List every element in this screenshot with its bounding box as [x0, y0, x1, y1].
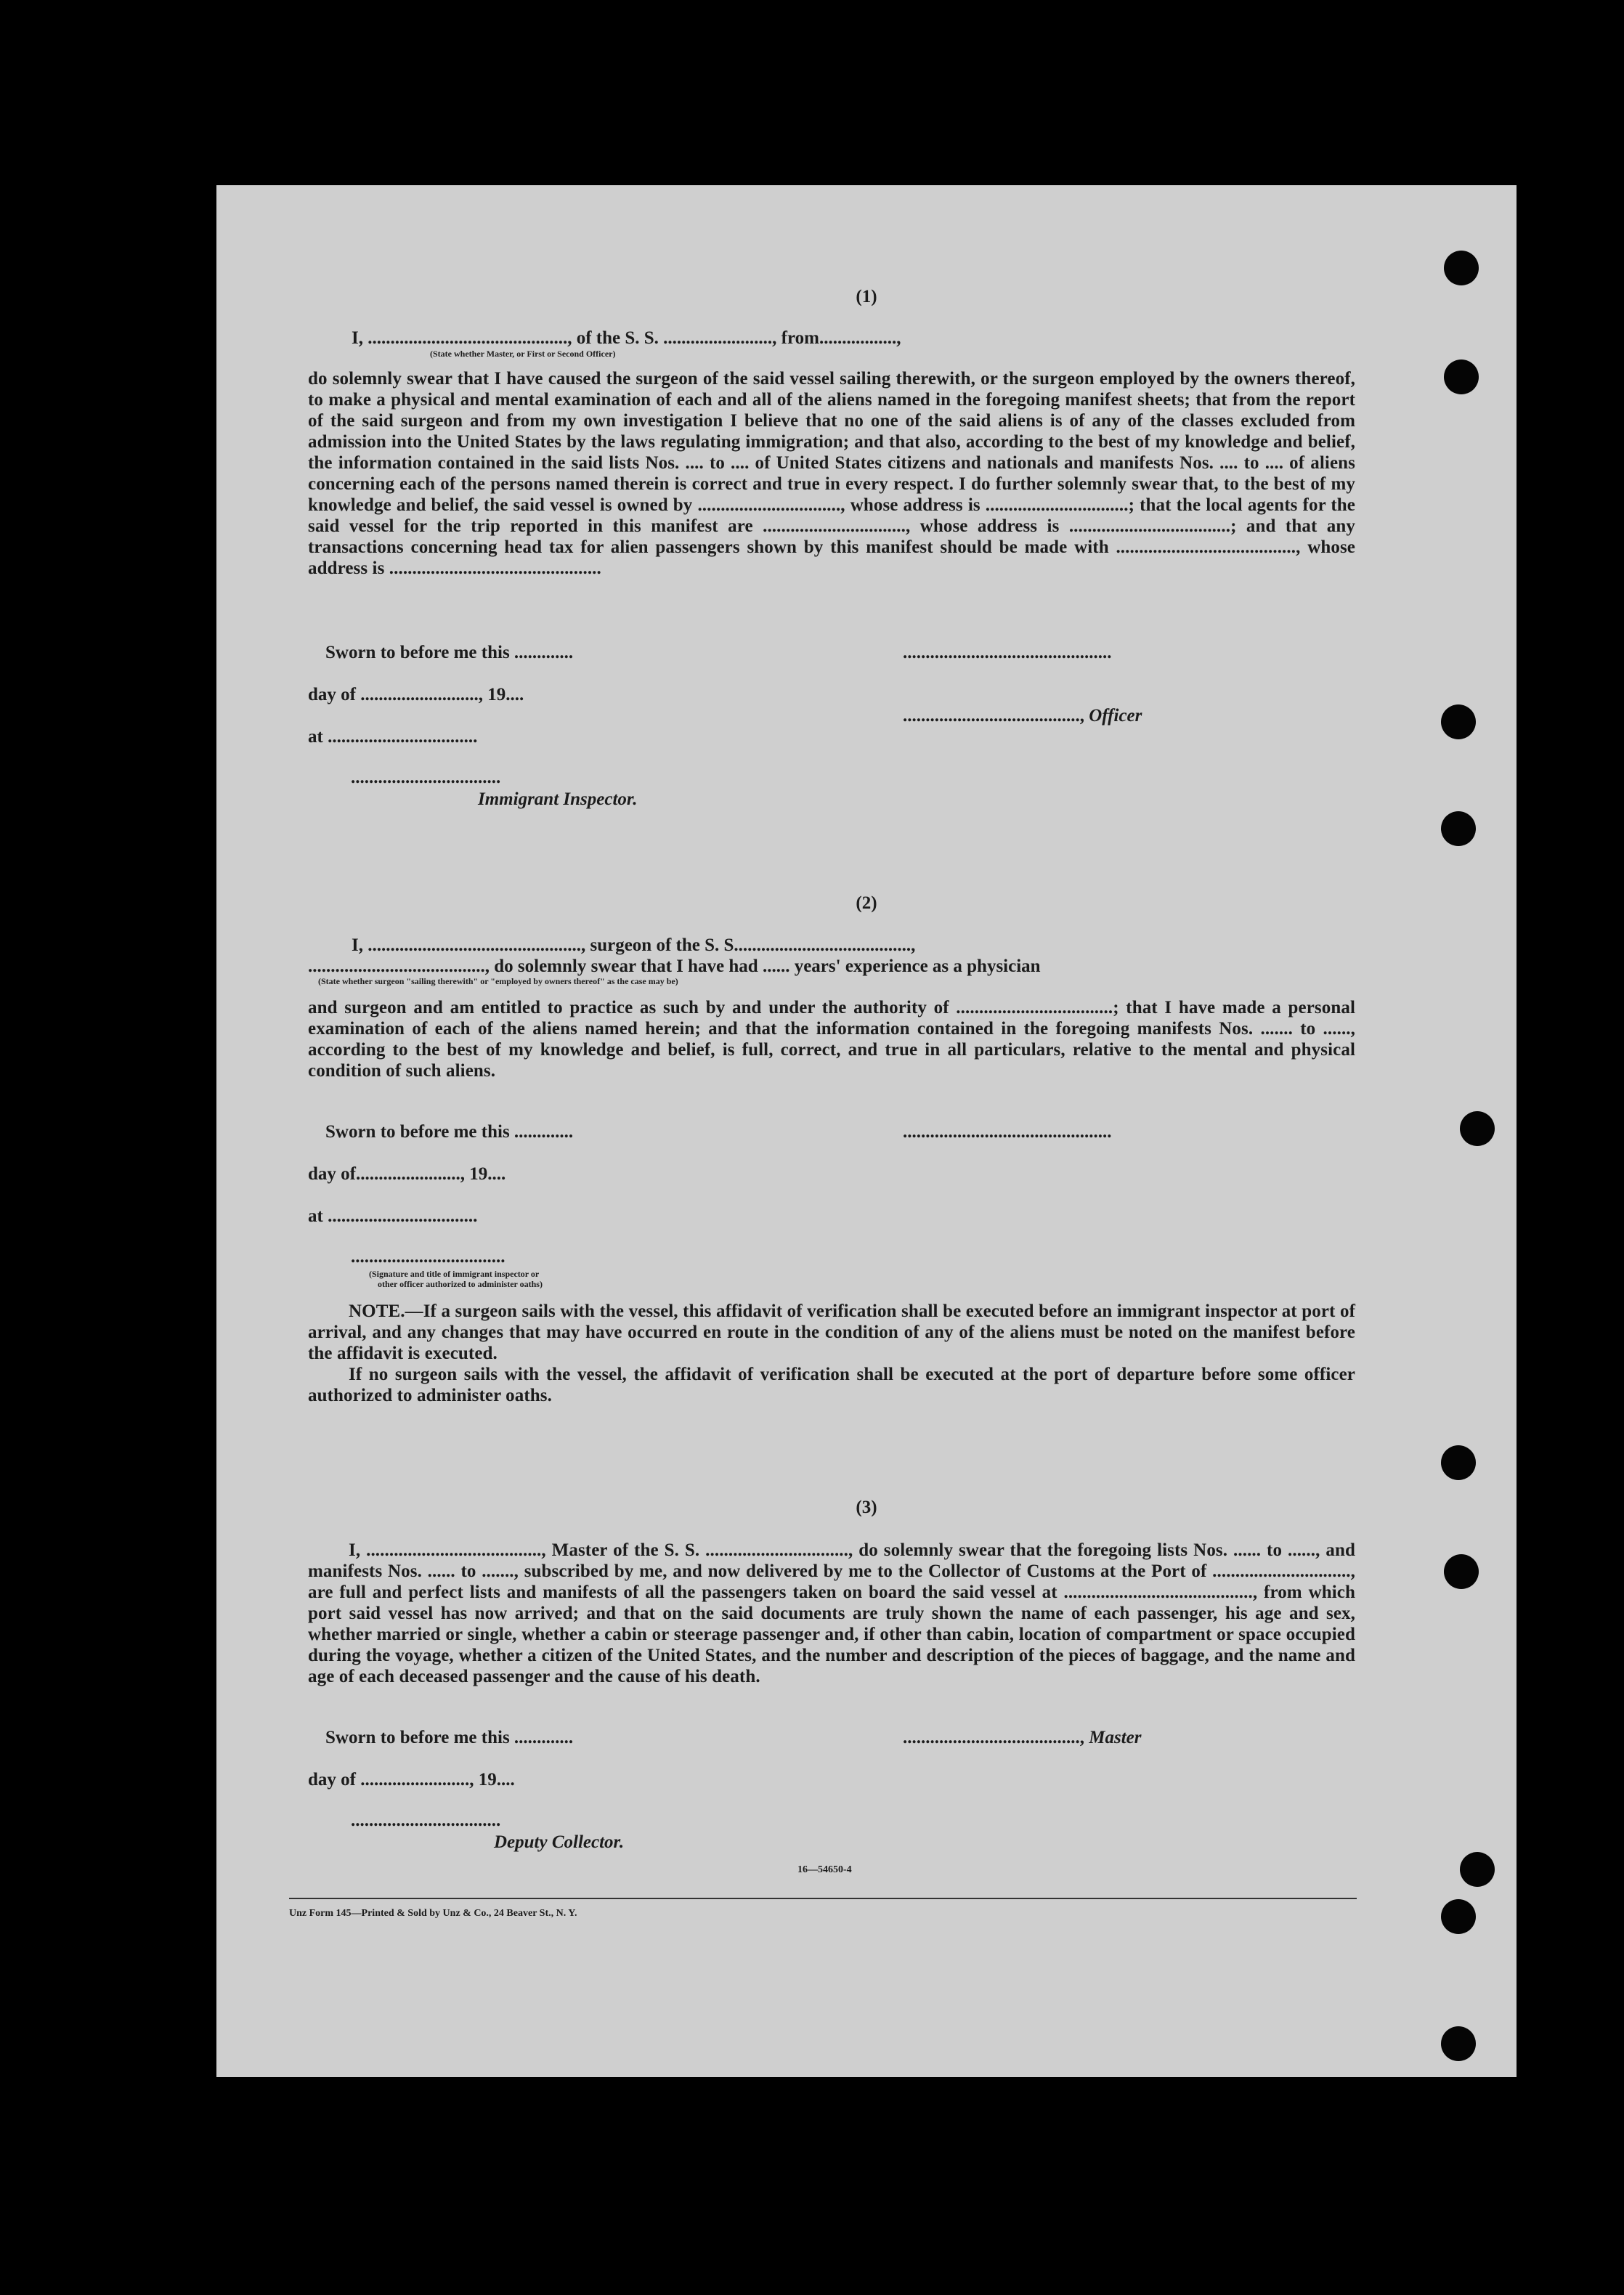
section-3-collector-label: Deputy Collector.	[494, 1832, 625, 1852]
section-2-official-hint-1: (Signature and title of immigrant inspector or	[369, 1269, 540, 1279]
section-1-oath-text	[308, 368, 1355, 579]
section-1-officer-dots: .......................................,	[903, 706, 1089, 726]
section-2-official-hint-2: other officer authorized to administer oaths)	[378, 1279, 543, 1289]
section-1-at-line: at .................................	[308, 727, 478, 747]
section-3-oath-text	[308, 1540, 1355, 1687]
section-2-oath-paragraph: and surgeon and am entitled to practice as such by and under the authority of ..................................; that I have made a personal examination of each of the aliens named herein; and that the information contained in the foregoing manifests Nos. ....... to ......, according to the best of my knowledge and belief, is full, correct, and true in all particulars, relative to the mental and physical condition of such aliens.	[308, 998, 1355, 1081]
section-2-oath-text	[308, 997, 1355, 1081]
section-3-master-label: Master	[1089, 1728, 1142, 1747]
section-1-officer-hint: (State whether Master, or First or Second Officer)	[430, 349, 616, 359]
section-2-note-1: NOTE.—If a surgeon sails with the vessel, this affidavit of verification shall be executed before an immigrant inspector at port of arrival, and any changes that may have occurred en route in the condition of any of the aliens must be noted on the manifest before the affidavit is executed.	[308, 1301, 1355, 1363]
section-1-day-line: day of .........................., 19....	[308, 685, 524, 704]
section-3-oath-paragraph: I, ......................................, Master of the S. S. ..............................., do solemnly swear that the foregoing lists Nos. ...... to ......, and manifests Nos. ...... to ......., subscribed by me, and now delivered by me to the Collector of Customs at the Port of .............................., are full and perfect lists and manifests of all the passengers taken on board the said vessel at ........................................., from which port said vessel has now arrived; and that on the said documents are truly shown the name of each passenger, his age and sex, whether married or single, whether a cabin or steerage passenger and, if other than cabin, location of compartment or space occupied during the voyage, whether a citizen of the United States, and the number and description of the pieces of baggage, and the name and age of each deceased passenger and the cause of his death.	[308, 1540, 1355, 1686]
section-1-sworn-line: Sworn to before me this .............	[325, 643, 574, 662]
form-content	[216, 185, 1517, 2077]
section-1-number: (1)	[856, 287, 877, 306]
section-1-first-line: I, ............................................, of the S. S. ........................, from.................,	[352, 328, 901, 348]
footer-rule	[289, 1898, 1357, 1899]
section-2-note-2: If no surgeon sails with the vessel, the affidavit of verification shall be executed at the port of departure before some officer authorized to administer oaths.	[308, 1365, 1355, 1405]
section-2-sworn-line: Sworn to before me this .............	[325, 1122, 574, 1142]
manifest-affidavit-sheet	[216, 185, 1517, 2077]
section-1-oath-paragraph: do solemnly swear that I have caused the surgeon of the said vessel sailing therewith, or the surgeon employed by the owners thereof, to make a physical and mental examination of each and all of the aliens named in the foregoing manifest sheets; that from the report of the said surgeon and from my own investigation I believe that no one of the said aliens is of any of the classes excluded from admission into the United States by the laws regulating immigration; and that also, according to the best of my knowledge and belief, the information contained in the said lists Nos. .... to .... of United States citizens and nationals and manifests Nos. .... to .... of aliens concerning each of the persons named therein is correct and true in every respect. I do further solemnly swear that, to the best of my knowledge and belief, the said vessel is owned by ..............................., whose address is ...............................; that the local agents for the said vessel for the trip reported in this manifest are ..............................., whose address is ...................................; and that any transactions concerning head tax for alien passengers shown by this manifest should be made with ......................................., whose address is ..............................................	[308, 369, 1355, 578]
section-1-signature-line: ..............................................	[903, 643, 1112, 662]
section-3-day-line: day of ........................, 19....	[308, 1770, 515, 1790]
form-code: 16—54650-4	[797, 1864, 852, 1875]
section-2-official-signature-line: ..................................	[351, 1247, 506, 1267]
section-2-at-line: at .................................	[308, 1206, 478, 1226]
section-2-second-line: ......................................., do solemnly swear that I have had ...... years' experience as a physician	[308, 956, 1041, 976]
section-2-day-line: day of......................., 19....	[308, 1164, 506, 1184]
printer-footer: Unz Form 145—Printed & Sold by Unz & Co., 24 Beaver St., N. Y.	[289, 1908, 577, 1919]
section-1-officer-label: Officer	[1089, 706, 1142, 726]
section-3-number: (3)	[856, 1498, 877, 1517]
section-3-collector-signature-line: .................................	[351, 1811, 501, 1830]
section-3-sworn-line: Sworn to before me this .............	[325, 1728, 574, 1747]
section-2-surgeon-hint: (State whether surgeon "sailing therewith" or "employed by owners thereof" as the case may be)	[318, 976, 678, 986]
section-3-master-dots: .......................................,	[903, 1728, 1089, 1747]
section-1-officer-line	[903, 706, 1142, 726]
section-3-master-line	[903, 1728, 1141, 1748]
section-1-inspector-signature-line: .................................	[351, 768, 501, 787]
section-2-number: (2)	[856, 893, 877, 913]
section-2-first-line: I, ..............................................., surgeon of the S. S.......................................,	[352, 935, 916, 955]
section-2-note	[308, 1301, 1355, 1406]
section-2-signature-line: ..............................................	[903, 1122, 1112, 1142]
section-1-inspector-label: Immigrant Inspector.	[478, 789, 638, 809]
